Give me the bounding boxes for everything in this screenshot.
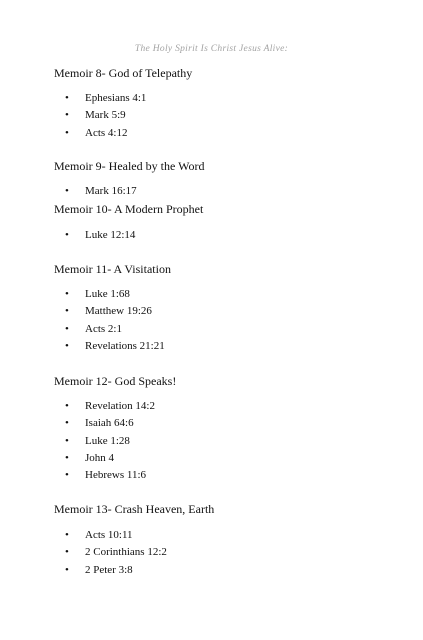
bullet-icon: • bbox=[65, 92, 69, 104]
bullet-icon: • bbox=[65, 469, 69, 482]
scripture-reference: Isaiah 64:6 bbox=[85, 417, 134, 430]
scripture-reference: Revelations 21:21 bbox=[85, 339, 165, 352]
bullet-icon: • bbox=[65, 229, 69, 241]
bullet-icon: • bbox=[65, 529, 69, 541]
section-heading: Memoir 12- God Speaks! bbox=[54, 374, 177, 388]
scripture-reference: Luke 12:14 bbox=[85, 229, 136, 241]
bullet-icon: • bbox=[65, 434, 69, 447]
scripture-reference: 2 Corinthians 12:2 bbox=[85, 546, 167, 559]
bullet-icon: • bbox=[65, 126, 69, 139]
scripture-reference: Luke 1:68 bbox=[85, 288, 130, 300]
section-heading: Memoir 8- God of Telepathy bbox=[54, 66, 193, 80]
section-heading: Memoir 9- Healed by the Word bbox=[54, 159, 205, 173]
section-heading: Memoir 13- Crash Heaven, Earth bbox=[54, 502, 215, 516]
bullet-icon: • bbox=[65, 185, 69, 197]
bullet-icon: • bbox=[65, 563, 69, 576]
scripture-reference: Hebrews 11:6 bbox=[85, 469, 146, 482]
bullet-icon: • bbox=[65, 400, 69, 412]
bullet-icon: • bbox=[65, 451, 69, 464]
scripture-reference: Ephesians 4:1 bbox=[85, 92, 147, 104]
bullet-icon: • bbox=[65, 322, 69, 335]
scripture-reference: Matthew 19:26 bbox=[85, 305, 152, 318]
scripture-reference: John 4 bbox=[85, 451, 115, 464]
bullet-icon: • bbox=[65, 417, 69, 430]
scripture-reference: Mark 5:9 bbox=[85, 109, 126, 122]
scripture-reference: Revelation 14:2 bbox=[85, 400, 155, 412]
scripture-reference: 2 Peter 3:8 bbox=[85, 563, 133, 576]
bullet-icon: • bbox=[65, 546, 69, 559]
scripture-reference: Acts 2:1 bbox=[85, 322, 122, 335]
scripture-reference: Mark 16:17 bbox=[85, 185, 137, 197]
scripture-reference: Acts 10:11 bbox=[85, 529, 133, 541]
bullet-icon: • bbox=[65, 305, 69, 318]
bullet-icon: • bbox=[65, 288, 69, 300]
running-head: The Holy Spirit Is Christ Jesus Alive: bbox=[134, 44, 289, 54]
scripture-reference: Acts 4:12 bbox=[85, 126, 128, 139]
bullet-icon: • bbox=[65, 339, 69, 352]
section-heading: Memoir 11- A Visitation bbox=[54, 262, 171, 276]
section-heading: Memoir 10- A Modern Prophet bbox=[54, 202, 204, 216]
scripture-reference: Luke 1:28 bbox=[85, 434, 130, 447]
bullet-icon: • bbox=[65, 109, 69, 122]
